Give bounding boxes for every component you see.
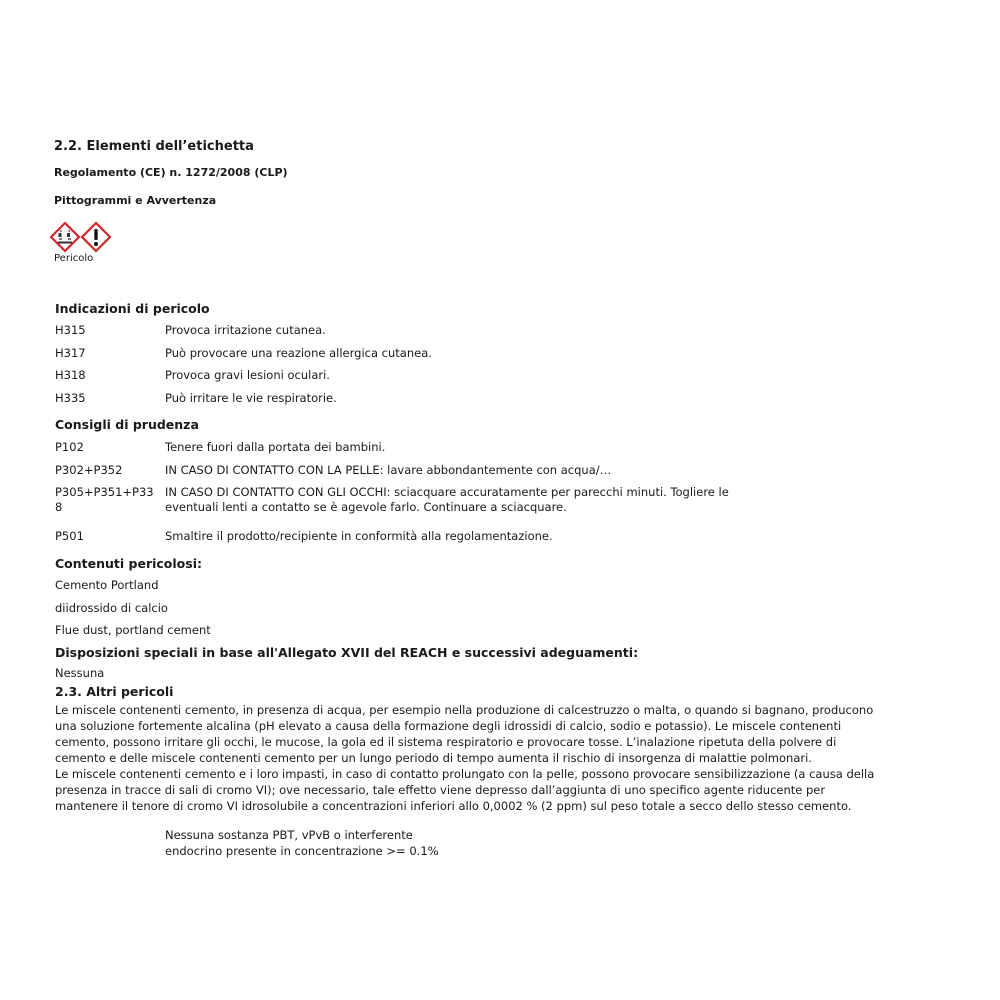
pictograms-heading: Pittogrammi e Avvertenza: [54, 194, 217, 207]
reach-provisions-heading: Disposizioni speciali in base all'Allegato XVII del REACH e successivi adeguamenti:: [55, 645, 639, 660]
paragraph-line: presenza in tracce di sali di cromo VI); ove necessario, tale effetto viene depresso dall’aggiunta di uno specifico agente riducente per: [55, 783, 826, 797]
hazardous-content-item: diidrossido di calcio: [55, 601, 168, 615]
hazard-text: Può provocare una reazione allergica cutanea.: [165, 346, 432, 360]
paragraph-line: cemento, possono irritare gli occhi, le mucose, la gola ed il sistema respiratorio e provocare tosse. L’inalazione ripetuta della polvere di: [55, 735, 837, 749]
regulation-title: Regolamento (CE) n. 1272/2008 (CLP): [54, 166, 288, 179]
paragraph-line: mantenere il tenore di cromo VI idrosolubile a concentrazioni inferiori allo 0,0002 % (2 ppm) sul peso totale a secco dello stesso cemento.: [55, 799, 852, 813]
precaution-code: P501: [55, 529, 84, 543]
paragraph-line: cemento e delle miscele contenenti cemento per un lungo periodo di tempo aumenta il rischio di insorgenza di malattie polmonari.: [55, 751, 812, 765]
exclamation-pictogram-icon: [82, 223, 110, 251]
pbt-note-line: Nessuna sostanza PBT, vPvB o interferente: [165, 828, 413, 842]
precaution-code: P102: [55, 440, 84, 454]
pbt-note: [165, 827, 439, 859]
hazard-statements-heading: Indicazioni di pericolo: [55, 301, 210, 316]
precaution-text: Tenere fuori dalla portata dei bambini.: [165, 440, 386, 454]
hazard-code: H317: [55, 346, 86, 360]
hazard-text: Provoca irritazione cutanea.: [165, 323, 326, 337]
hazardous-contents-heading: Contenuti pericolosi:: [55, 556, 202, 571]
hazard-text: Può irritare le vie respiratorie.: [165, 391, 337, 405]
pbt-note-line: endocrino presente in concentrazione >= 0.1%: [165, 844, 439, 858]
hazardous-content-item: Cemento Portland: [55, 578, 159, 592]
precaution-text: Smaltire il prodotto/recipiente in conformità alla regolamentazione.: [165, 529, 553, 543]
hazard-code: H318: [55, 368, 86, 382]
corrosion-pictogram-icon: [51, 223, 79, 251]
precaution-code: P305+P351+P33: [55, 485, 154, 499]
hazardous-content-item: Flue dust, portland cement: [55, 623, 211, 637]
precautionary-statements-heading: Consigli di prudenza: [55, 417, 199, 432]
paragraph-line: Le miscele contenenti cemento, in presenza di acqua, per esempio nella produzione di calcestruzzo o malta, o quando si bagnano, producono: [55, 703, 874, 717]
precaution-code-continued: 8: [55, 500, 63, 514]
section-title: 2.2. Elementi dell’etichetta: [54, 139, 254, 154]
paragraph-line: Le miscele contenenti cemento e i loro impasti, in caso di contatto prolungato con la pelle, possono provocare sensibilizzazione (a causa della: [55, 767, 875, 781]
precaution-code: P302+P352: [55, 463, 123, 477]
other-hazards-title: 2.3. Altri pericoli: [55, 684, 174, 699]
paragraph-line: una soluzione fortemente alcalina (pH elevato a causa della formazione degli idrossidi di calcio, sodio e potassio). Le miscele contenenti: [55, 719, 842, 733]
ghs-pictograms: [50, 221, 114, 253]
precaution-text: IN CASO DI CONTATTO CON LA PELLE: lavare abbondantemente con acqua/…: [165, 463, 612, 477]
other-hazards-paragraph-1: [55, 702, 950, 766]
precaution-text: IN CASO DI CONTATTO CON GLI OCCHI: sciacquare accuratamente per parecchi minuti. Togliere le: [165, 485, 729, 499]
hazard-code: H335: [55, 391, 86, 405]
precaution-text-continued: eventuali lenti a contatto se è agevole farlo. Continuare a sciacquare.: [165, 500, 567, 514]
reach-provisions-value: Nessuna: [55, 666, 105, 680]
hazard-text: Provoca gravi lesioni oculari.: [165, 368, 330, 382]
signal-word: Pericolo: [54, 253, 94, 264]
hazard-code: H315: [55, 323, 86, 337]
other-hazards-paragraph-2: [55, 766, 950, 814]
